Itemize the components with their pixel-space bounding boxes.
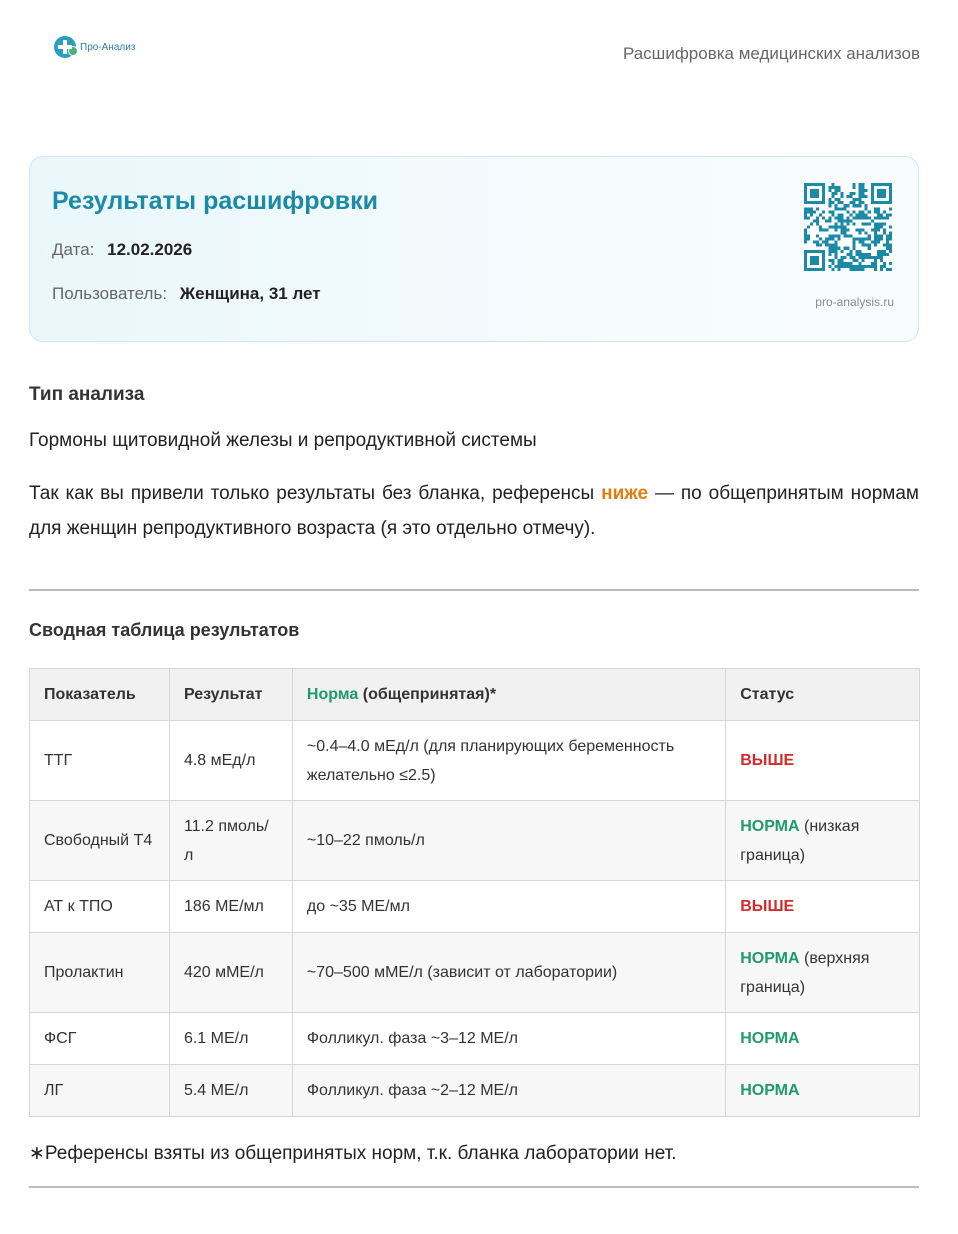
qr-code-icon [804,183,892,271]
cell-status [726,801,920,881]
table-header-row [30,669,920,721]
col-norm-word: Норма [306,686,359,703]
results-table [29,668,920,1117]
site-url: pro-analysis.ru [815,295,894,309]
cell-result: 6.1 МЕ/л [169,1013,292,1065]
note-text-after: — по общепринятым нормам для женщин репродуктивного возраста (я это отдельно отмечу). [29,483,919,539]
user-label: Пользователь: [52,284,168,303]
date-label: Дата: [52,240,95,259]
cell-result: 11.2 пмоль/л [169,801,292,881]
divider [29,1186,919,1188]
analysis-type-value: Гормоны щитовидной железы и репродуктивной системы [29,430,537,451]
table-row [30,801,920,881]
cell-result: 186 МЕ/мл [169,881,292,933]
cell-indicator: АТ к ТПО [30,881,170,933]
table-row [30,1065,920,1117]
col-norm-rest: (общепринятая)* [358,686,497,703]
footnote: ∗Референсы взяты из общепринятых норм, т.к. бланка лаборатории нет. [29,1143,677,1164]
status-badge: НОРМА [740,1082,800,1099]
cell-indicator: Пролактин [30,933,170,1013]
cell-indicator: ЛГ [30,1065,170,1117]
status-badge: ВЫШЕ [740,752,795,769]
cell-norm: ~70–500 мМЕ/л (зависит от лаборатории) [292,933,725,1013]
divider [29,589,919,591]
logo-text: Про-Анализ [80,41,136,53]
analysis-type-heading: Тип анализа [29,384,145,405]
note-highlight: ниже [601,483,649,504]
cell-result: 4.8 мЕд/л [169,721,292,801]
cell-norm: ~0.4–4.0 мЕд/л (для планирующих беременность желательно ≤2.5) [292,721,725,801]
col-indicator: Показатель [30,669,170,721]
cell-norm: ~10–22 пмоль/л [292,801,725,881]
status-badge: ВЫШЕ [740,898,795,915]
status-badge: НОРМА [740,817,800,835]
logo [54,36,135,58]
cell-status [726,1013,920,1065]
cell-status [726,721,920,801]
cell-indicator: ФСГ [30,1013,170,1065]
cell-norm: Фолликул. фаза ~3–12 МЕ/л [292,1013,725,1065]
note-text-before: Так как вы привели только результаты без бланка, референсы [29,483,602,504]
status-note: (верхняя граница) [740,949,870,996]
cell-result: 420 мМЕ/л [169,933,292,1013]
cell-result: 5.4 МЕ/л [169,1065,292,1117]
reference-note [29,476,919,546]
cell-norm: до ~35 МЕ/мл [292,881,725,933]
col-status: Статус [726,669,920,721]
results-summary-card [29,156,919,342]
date-row [52,240,192,260]
status-note: (низкая граница) [740,817,860,864]
col-result: Результат [169,669,292,721]
cell-norm: Фолликул. фаза ~2–12 МЕ/л [292,1065,725,1117]
cell-status [726,881,920,933]
medical-cross-icon [54,36,76,58]
table-row [30,933,920,1013]
cell-status [726,933,920,1013]
table-row [30,721,920,801]
table-row [30,1013,920,1065]
cell-status [726,1065,920,1117]
cell-indicator: ТТГ [30,721,170,801]
card-title: Результаты расшифровки [52,187,379,215]
table-heading: Сводная таблица результатов [29,620,300,640]
user-row [52,284,321,304]
page-header-title: Расшифровка медицинских анализов [622,44,920,63]
col-norm [292,669,725,721]
status-badge: НОРМА [740,949,800,967]
user-value: Женщина, 31 лет [179,284,321,303]
status-badge: НОРМА [740,1030,800,1047]
cell-indicator: Свободный Т4 [30,801,170,881]
date-value: 12.02.2026 [107,240,193,259]
table-row [30,881,920,933]
